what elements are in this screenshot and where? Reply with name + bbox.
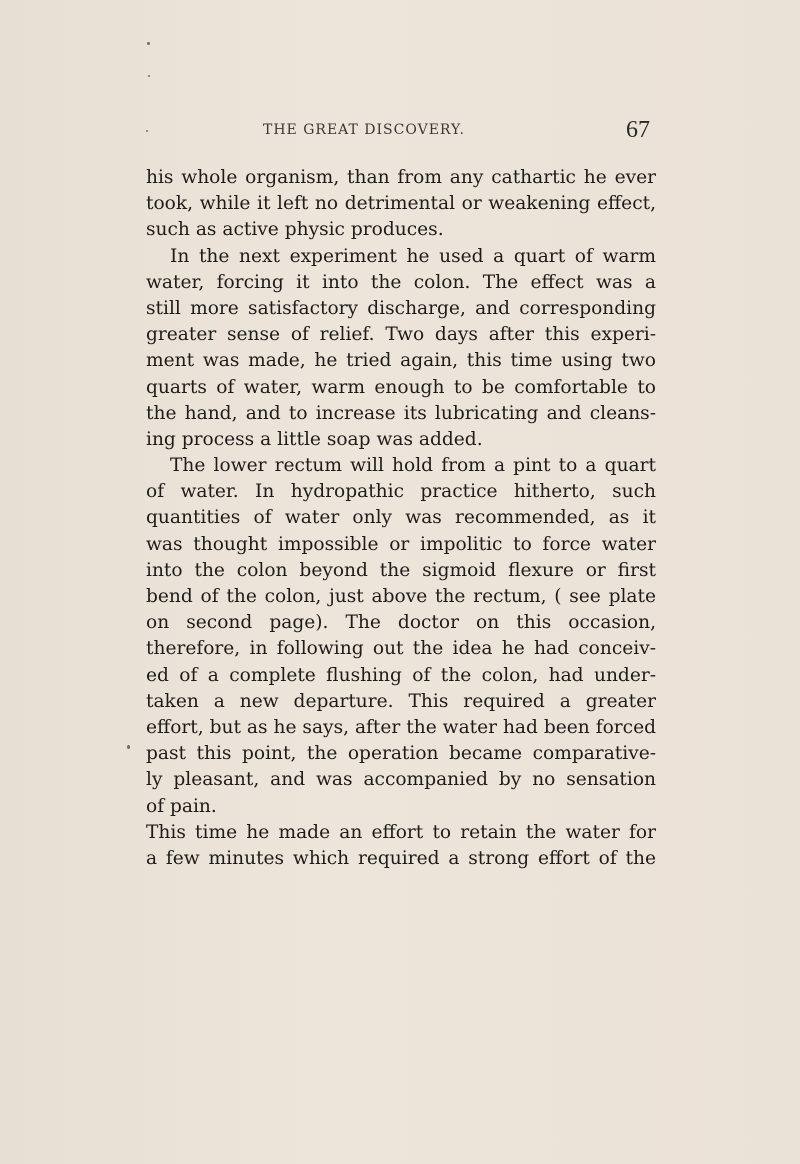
text-line: took, while it left no detrimental or weakening effect,: [146, 193, 656, 215]
text-line: water, forcing it into the colon. The effect was a: [146, 271, 656, 293]
ink-speck: [148, 75, 150, 77]
text-line: This time he made an effort to retain the water for: [146, 821, 656, 843]
text-line: ing process a little soap was added.: [146, 428, 483, 450]
text-line: on second page). The doctor on this occasion,: [146, 612, 656, 634]
text-line: of pain.: [146, 795, 217, 817]
text-line: quarts of water, warm enough to be comfortable to: [146, 376, 656, 398]
text-line: still more satisfactory discharge, and corresponding: [146, 297, 656, 319]
ink-speck: [147, 42, 150, 45]
text-line: ly pleasant, and was accompanied by no sensation: [146, 769, 656, 791]
page-number: 67: [626, 117, 650, 143]
text-line: such as active physic produces.: [146, 219, 444, 241]
body-text: [146, 165, 656, 872]
text-line: In the next experiment he used a quart of warm: [170, 245, 656, 267]
text-line: therefore, in following out the idea he had conceiv-: [146, 638, 656, 660]
text-line: quantities of water only was recommended, as it: [146, 507, 656, 529]
text-line: taken a new departure. This required a greater: [146, 690, 656, 712]
text-line: effort, but as he says, after the water had been forced: [146, 716, 656, 738]
text-line: into the colon beyond the sigmoid flexure or first: [146, 559, 656, 581]
text-line: The lower rectum will hold from a pint to a quart: [170, 455, 656, 477]
page-header: [190, 117, 650, 152]
text-line: bend of the colon, just above the rectum, ( see plate: [146, 586, 656, 607]
ink-speck: [146, 130, 148, 132]
text-line: greater sense of relief. Two days after this experi-: [146, 324, 656, 346]
text-line: his whole organism, than from any cathartic he ever: [146, 167, 656, 188]
text-line: of water. In hydropathic practice hitherto, such: [146, 481, 656, 503]
text-line: was thought impossible or impolitic to force water: [146, 533, 656, 555]
text-line: ment was made, he tried again, this time using two: [146, 350, 656, 372]
ink-speck: [127, 745, 130, 749]
text-line: a few minutes which required a strong effort of the: [146, 847, 656, 869]
text-line: the hand, and to increase its lubricating and cleans-: [146, 402, 656, 424]
text-line: past this point, the operation became comparative-: [146, 743, 656, 765]
running-head: THE GREAT DISCOVERY.: [263, 122, 465, 138]
text-line: ed of a complete flushing of the colon, had under-: [146, 664, 656, 686]
